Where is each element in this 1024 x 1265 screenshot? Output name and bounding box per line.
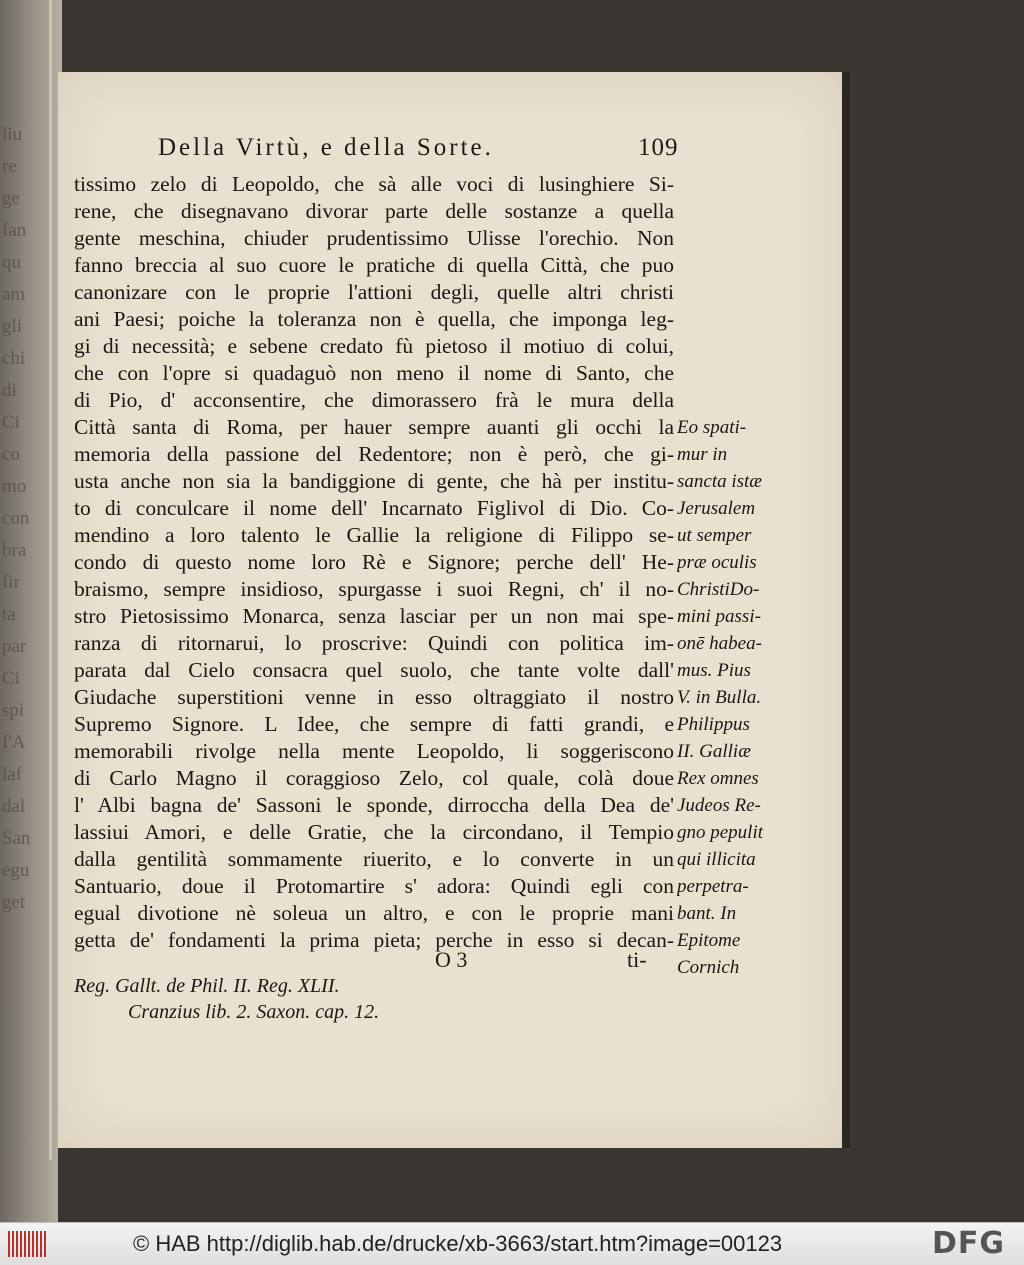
text-line: usta anche non sia la bandiggione di gente, che hà per institu- bbox=[74, 469, 674, 493]
text-line: Santuario, doue il Protomartire s' adora: Quindi egli con bbox=[74, 874, 674, 898]
adjacent-page-fragment: egu bbox=[2, 860, 30, 881]
text-line: mendino a loro talento le Gallie la religione di Filippo se- bbox=[74, 523, 674, 547]
margin-note-line: perpetra- bbox=[677, 876, 749, 897]
adjacent-page-fragment: con bbox=[2, 508, 30, 529]
adjacent-page-fragment: am bbox=[2, 284, 26, 305]
margin-note-line: Philippus bbox=[677, 714, 750, 735]
adjacent-page-fragment: qu bbox=[2, 252, 21, 273]
margin-note-line: præ oculis bbox=[677, 552, 757, 573]
adjacent-page-fragment: ge bbox=[2, 188, 20, 209]
margin-note-line: sancta istæ bbox=[677, 471, 762, 492]
text-line: gente meschina, chiuder prudentissimo Ulisse l'orechio. Non bbox=[74, 226, 674, 250]
running-head-title: Della Virtù, e della Sorte. bbox=[158, 134, 494, 161]
adjacent-page-fragment: gli bbox=[2, 316, 23, 337]
margin-note-line: Judeos Re- bbox=[677, 795, 761, 816]
adjacent-page-fragment: fir bbox=[2, 572, 20, 593]
page-number: 109 bbox=[638, 134, 679, 161]
text-line: lassiui Amori, e delle Gratie, che la circondano, il Tempio bbox=[74, 820, 674, 844]
adjacent-page-fragment: laf bbox=[2, 764, 23, 785]
margin-note-line: ChristiDo- bbox=[677, 579, 760, 600]
margin-note-line: Jerusalem bbox=[677, 498, 756, 519]
adjacent-page-fragment: fan bbox=[2, 220, 27, 241]
adjacent-page-fragment: dal bbox=[2, 796, 26, 817]
adjacent-page-fragment: I'A bbox=[2, 732, 26, 753]
adjacent-page-fragment: get bbox=[2, 892, 26, 913]
text-line: tissimo zelo di Leopoldo, che sà alle voci di lusinghiere Si- bbox=[74, 172, 674, 196]
margin-note-line: mus. Pius bbox=[677, 660, 751, 681]
adjacent-page-fragment: di bbox=[2, 380, 17, 401]
text-line: di Carlo Magno il coraggioso Zelo, col quale, colà doue bbox=[74, 766, 674, 790]
dfg-logo: DFG bbox=[932, 1226, 1006, 1261]
signature-line bbox=[435, 947, 675, 975]
text-line: ranza di ritornarui, lo proscrive: Quindi con politica im- bbox=[74, 631, 674, 655]
text-line: gi di necessità; e sebene credato fù pietoso il motiuo di colui, bbox=[74, 334, 674, 358]
hab-logo-icon bbox=[8, 1231, 48, 1257]
margin-note-line: ut semper bbox=[677, 525, 752, 546]
signature-mark: O 3 bbox=[435, 947, 468, 972]
adjacent-page-fragment: liu bbox=[2, 124, 23, 145]
margin-note-line: onē habea- bbox=[677, 633, 762, 654]
adjacent-page-fragment: mo bbox=[2, 476, 27, 497]
margin-note-line: mini passi- bbox=[677, 606, 761, 627]
text-line: di Pio, d' acconsentire, che dimorassero frà le mura della bbox=[74, 388, 674, 412]
margin-note-line: qui illicita bbox=[677, 849, 756, 870]
text-line: Supremo Signore. L Idee, che sempre di fatti grandi, e bbox=[74, 712, 674, 736]
copyright-link[interactable]: © HAB http://diglib.hab.de/drucke/xb-3663/start.htm?image=00123 bbox=[133, 1231, 783, 1256]
text-line: egual divotione nè soleua un altro, e con le proprie mani bbox=[74, 901, 674, 925]
footnote: Reg. Gallt. de Phil. II. Reg. XLII. bbox=[74, 975, 340, 997]
adjacent-page-fragment: spi bbox=[2, 700, 25, 721]
margin-note-line: Cornich bbox=[677, 957, 740, 978]
margin-note-line: II. Galliæ bbox=[677, 741, 751, 762]
adjacent-page-fragment: San bbox=[2, 828, 31, 849]
text-line: braismo, sempre insidioso, spurgasse i suoi Regni, ch' il no- bbox=[74, 577, 674, 601]
footnote: Cranzius lib. 2. Saxon. cap. 12. bbox=[128, 1001, 380, 1023]
text-line: Giudache superstitioni venne in esso oltraggiato il nostro bbox=[74, 685, 674, 709]
margin-note-line: bant. In bbox=[677, 903, 737, 924]
adjacent-page-edge bbox=[0, 0, 62, 1222]
text-line: dalla gentilità sommamente riuerito, e lo converte in un bbox=[74, 847, 674, 871]
text-line: rene, che disegnavano divorar parte delle sostanze a quella bbox=[74, 199, 674, 223]
page-shadow-right bbox=[842, 72, 850, 1148]
adjacent-page-fragment: chi bbox=[2, 348, 26, 369]
adjacent-page-fragment: Ci bbox=[2, 668, 20, 689]
text-line: to di conculcare il nome dell' Incarnato Figlivol di Dio. Co- bbox=[74, 496, 674, 520]
margin-note-line: Rex omnes bbox=[677, 768, 759, 789]
text-line: parata dal Cielo consacra quel suolo, che tante volte dall' bbox=[74, 658, 674, 682]
text-line: getta de' fondamenti la prima pieta; perche in esso si decan- bbox=[74, 928, 674, 952]
text-line: memoria della passione del Redentore; non è però, che gi- bbox=[74, 442, 674, 466]
adjacent-page-fragment: par bbox=[2, 636, 27, 657]
text-line: stro Pietosissimo Monarca, senza lasciar per un non mai spe- bbox=[74, 604, 674, 628]
text-line: condo di questo nome loro Rè e Signore; perche dell' He- bbox=[74, 550, 674, 574]
margin-note-line: V. in Bulla. bbox=[677, 687, 762, 708]
adjacent-page-fragment: ta bbox=[2, 604, 16, 625]
running-head bbox=[158, 134, 678, 164]
adjacent-page-fragment: re bbox=[2, 156, 17, 177]
text-line: canonizare con le proprie l'attioni degli, quelle altri christi bbox=[74, 280, 674, 304]
margin-note-line: Eo spati- bbox=[677, 417, 747, 438]
text-line: che con l'opre si quadaguò non meno il nome di Santo, che bbox=[74, 361, 674, 385]
adjacent-page-fragment: Ci bbox=[2, 412, 20, 433]
text-line: ani Paesi; poiche la toleranza non è quella, che imponga leg- bbox=[74, 307, 674, 331]
text-line: Città santa di Roma, per hauer sempre auanti gli occhi la bbox=[74, 415, 674, 439]
text-line: l' Albi bagna de' Sassoni le sponde, dirroccha della Dea de' bbox=[74, 793, 674, 817]
adjacent-page-fragment: bra bbox=[2, 540, 27, 561]
text-line: fanno breccia al suo cuore le pratiche di quella Città, che puo bbox=[74, 253, 674, 277]
footer-bar bbox=[0, 1222, 1024, 1265]
adjacent-page-fragment: co bbox=[2, 444, 20, 465]
margin-note-line: mur in bbox=[677, 444, 728, 465]
text-line: memorabili rivolge nella mente Leopoldo, li soggeriscono bbox=[74, 739, 674, 763]
margin-note-line: gno pepulit bbox=[677, 822, 764, 843]
margin-note-line: Epitome bbox=[677, 930, 741, 951]
page-shadow-bottom bbox=[58, 1148, 850, 1222]
catchword: ti- bbox=[627, 947, 647, 972]
